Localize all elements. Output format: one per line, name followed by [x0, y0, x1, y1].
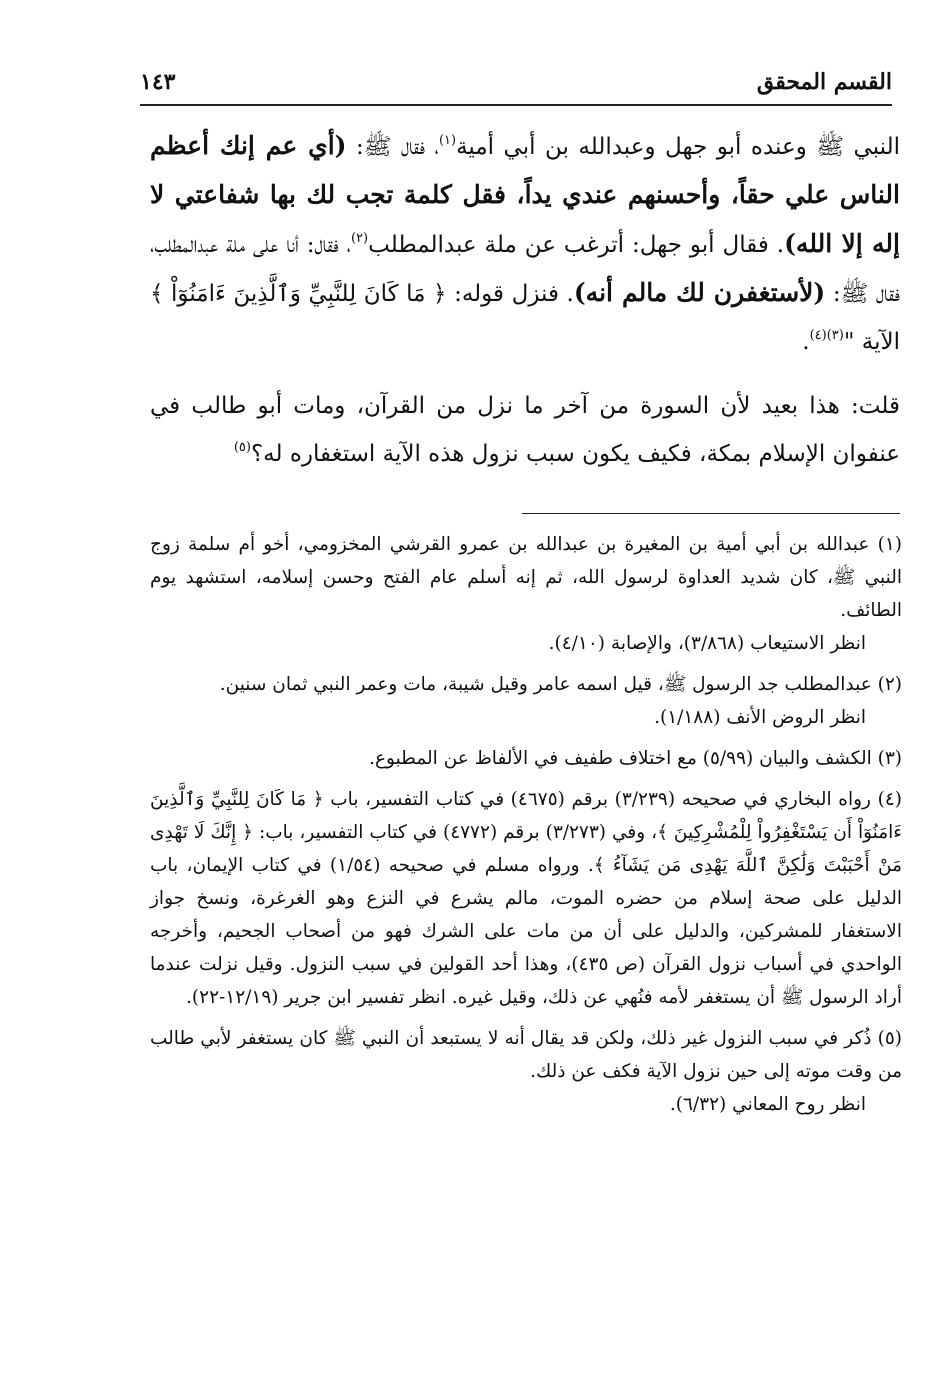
footnote-ref-1: (١) [438, 133, 457, 148]
text-segment: . فنزل قوله: ﴿ مَا كَانَ لِلنَّبِيِّ وَٱلَّذِينَ ءَامَنُوٓاْ ﴾ الآية " [150, 281, 900, 355]
hadith-quote: (أي عم إنك أعظم الناس علي حقاً، وأحسنهم عندي يداً، فقل كلمة تجب لك بها شفاعتي لا إله إلا الله) [150, 131, 900, 258]
text-segment: ، فقال ﷺ: [346, 134, 439, 160]
footnote-1 [150, 528, 902, 660]
text-segment: ، فقال: أنا على ملة عبدالمطلب، فقال ﷺ: [150, 232, 900, 307]
text-segment: النبي ﷺ وعنده أبو جهل وعبدالله بن أبي أمية [456, 134, 900, 160]
footnote-4 [150, 783, 902, 1014]
footnote-text: (١) عبدالله بن أبي أمية بن المغيرة بن عبدالله بن عمرو القرشي المخزومي، أخو أم سلمة زوج النبي ﷺ، كان شديد العداوة لرسول الله، ثم إنه أسلم عام الفتح وحسن إسلامه، استشهد يوم الطائف. [150, 534, 902, 621]
text-segment: . [802, 329, 810, 355]
footnote-reference: انظر الاستيعاب (٣/٨٦٨)، والإصابة (٤/١٠). [548, 633, 866, 654]
footnote-2 [150, 668, 902, 734]
footnote-text: (٥) ذُكر في سبب النزول غير ذلك، ولكن قد يقال أنه لا يستبعد أن النبي ﷺ كان يستغفر لأبي طالب من وقت موته إلى حين نزول الآية فكف عن ذلك. [150, 1028, 902, 1082]
footnote-text: (٤) رواه البخاري في صحيحه (٣/٢٣٩) برقم (٤٦٧٥) في كتاب التفسير، باب ﴿ مَا كَانَ لِلنَّبِيِّ وَٱلَّذِينَ ءَامَنُوٓاْ أَن يَسْتَغْفِرُواْ لِلْمُشْرِكِينَ ﴾، وفي (٣/٢٧٣) برقم (٤٧٧٢) في كتاب التفسير، باب: ﴿ إِنَّكَ لَا تَهْدِى مَنْ أَحْبَبْتَ وَلَٰكِنَّ ٱللَّهَ يَهْدِى مَن يَشَآءُ ﴾. ورواه مسلم في صحيحه (١/٥٤) في كتاب الإيمان، باب الدليل على صحة إسلام من حضره الموت، مالم يشرع في النزع وهو الغرغرة، ونسخ جواز الاستغفار للمشركين، والدليل على أن من مات على الشرك فهو من أصحاب الجحيم، وأخرجه الواحدي في أسباب نزول القرآن (ص ٤٣٥)، وهذا أحد القولين في سبب النزول. وقيل نزلت عندما أراد الرسول ﷺ أن يستغفر لأمه فنُهي عن ذلك، وقيل غيره. انظر تفسير ابن جرير (١٢/١٩-٢٢). [150, 789, 902, 1008]
footnote-ref-3-4: (٣)(٤) [809, 328, 844, 343]
footnote-ref-2: (٢) [350, 231, 369, 246]
paragraph-1 [150, 122, 900, 366]
text-segment: قلت: هذا بعيد لأن السورة من آخر ما نزل من القرآن، ومات أبو طالب في عنفوان الإسلام بمكة، فكيف يكون سبب نزول هذه الآية استغفاره له؟ [150, 393, 900, 467]
text-segment: . فقال أبو جهل: أترغب عن ملة عبدالمطلب [368, 232, 785, 258]
running-header [140, 64, 892, 100]
footnote-ref-5: (٥) [233, 440, 251, 455]
footnotes [150, 528, 902, 1129]
footnote-reference: انظر روح المعاني (٦/٣٢). [669, 1094, 866, 1115]
footnote-text: (٣) الكشف والبيان (٥/٩٩) مع اختلاف طفيف في الألفاظ عن المطبوع. [369, 748, 902, 769]
section-title: القسم المحقق [756, 69, 892, 95]
hadith-quote: (لأستغفرن لك مالم أنه) [573, 278, 826, 307]
page-number: ١٤٣ [140, 69, 176, 95]
footnote-5 [150, 1022, 902, 1121]
paragraph-2 [150, 382, 900, 478]
footnote-text: (٢) عبدالمطلب جد الرسول ﷺ، قيل اسمه عامر وقيل شيبة، مات وعمر النبي ثمان سنين. [219, 674, 902, 695]
footnote-3 [150, 742, 902, 775]
footnote-separator [522, 513, 900, 514]
header-rule [140, 104, 892, 106]
footnote-reference: انظر الروض الأنف (١/١٨٨). [654, 707, 866, 728]
main-text [150, 122, 900, 478]
